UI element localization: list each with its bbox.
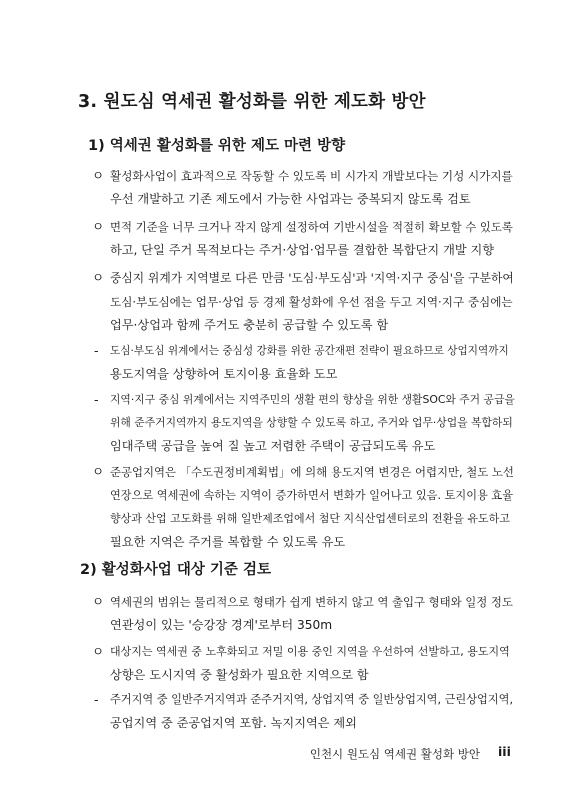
dash-marker: - (94, 392, 99, 407)
dash-line: 위해 준주거지역까지 용도지역을 상향할 수 있도록 하고, 주거와 업무·상업을 복합하되 (110, 416, 513, 429)
bullet-line: 준공업지역은 「수도권정비계획법」에 의해 용도지역 변경은 어렵지만, 철도 노선 (110, 465, 514, 479)
subsection-title-1: 1) 역세권 활성화를 위한 제도 마련 방향 (88, 138, 346, 154)
bullet-line: 하고, 단일 주거 목적보다는 주거·상업·업무를 결합한 복합단지 개발 지향 (110, 243, 495, 257)
dash-line: 지역·지구 중심 위계에서는 지역주민의 생활 편의 향상을 위한 생활SOC와 주거 공급을 (110, 393, 515, 406)
bullet-marker: ㅇ (92, 464, 105, 479)
dash-marker: - (94, 343, 99, 358)
bullet-line: 활성화사업이 효과적으로 작동할 수 있도록 비 시가지 개발보다는 기성 시가지를 (110, 169, 513, 183)
dash-line: 임대주택 공급을 높여 질 높고 저렴한 주택이 공급되도록 유도 (110, 439, 436, 453)
bullet-marker: ㅇ (92, 168, 105, 183)
bullet-line: 중심지 위계가 지역별로 다른 만큼 '도심·부도심'과 '지역·지구 중심'을 구분하여 (110, 271, 514, 285)
bullet-marker: ㅇ (92, 270, 105, 285)
section-title: 3. 원도심 역세권 활성화를 위한 제도화 방안 (78, 92, 426, 112)
bullet-line: 우선 개발하고 기존 제도에서 가능한 사업과는 중복되지 않도록 검토 (110, 192, 471, 206)
bullet-line: 향상과 산업 고도화를 위해 일반제조업에서 첨단 지식산업센터로의 전환을 유도하고 (110, 512, 510, 525)
bullet-line: 대상지는 역세권 중 노후화되고 저밀 이용 중인 지역을 우선하여 선발하고, 용도지역 (110, 645, 510, 658)
dash-line: 용도지역을 상향하여 토지이용 효율화 도모 (110, 367, 338, 381)
dash-marker: - (94, 692, 99, 707)
dash-line: 주거지역 중 일반주거지역과 준주거지역, 상업지역 중 일반상업지역, 근린상업지역, (110, 693, 514, 706)
bullet-marker: ㅇ (92, 644, 105, 659)
bullet-line: 필요한 지역은 주거를 복합할 수 있도록 유도 (110, 535, 346, 549)
bullet-line: 연장으로 역세권에 속하는 지역이 증가하면서 변화가 일어나고 있음. 토지이용 효율 (110, 489, 514, 502)
bullet-line: 역세권의 범위는 물리적으로 형태가 쉽게 변하지 않고 역 출입구 형태와 일정 정도 (110, 595, 513, 609)
bullet-line: 상향은 도시지역 중 활성화가 필요한 지역으로 함 (110, 668, 369, 682)
dash-line: 공업지역 중 준공업지역 포함. 녹지지역은 제외 (110, 716, 357, 730)
footer-title: 인천시 원도심 역세권 활성화 방안 (309, 747, 480, 761)
bullet-line: 업무·상업과 함께 주거도 충분히 공급할 수 있도록 함 (110, 318, 389, 332)
bullet-marker: ㅇ (92, 594, 105, 609)
bullet-marker: ㅇ (92, 219, 105, 234)
bullet-line: 연관성이 있는 '승강장 경계'로부터 350m (110, 618, 333, 632)
bullet-line: 면적 기준을 너무 크거나 작지 않게 설정하여 기반시설을 적절히 확보할 수 있도록 (110, 220, 513, 234)
bullet-line: 도심·부도심에는 업무·상업 등 경제 활성화에 우선 점을 두고 지역·지구 중심에는 (110, 295, 513, 309)
dash-line: 도심·부도심 위계에서는 중심성 강화를 위한 공간재편 전략이 필요하므로 상업지역까지 (110, 345, 509, 357)
subsection-title-2: 2) 활성화사업 대상 기준 검토 (80, 562, 271, 578)
page-number: iii (498, 744, 511, 759)
